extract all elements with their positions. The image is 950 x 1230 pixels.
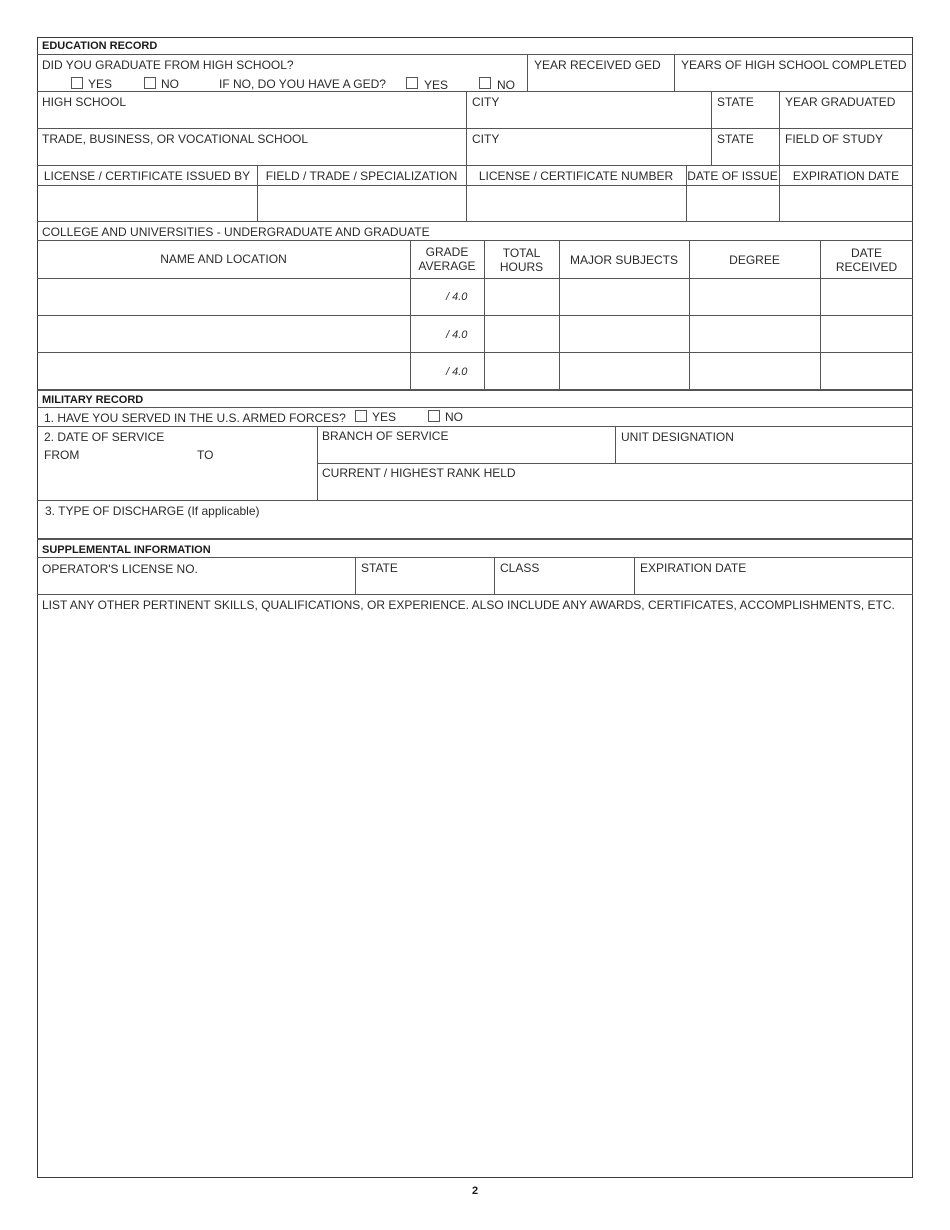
- col-date-received-2: RECEIVED: [835, 260, 898, 274]
- license-state-label: STATE: [361, 561, 398, 575]
- rank-held-label: CURRENT / HIGHEST RANK HELD: [322, 466, 516, 480]
- hs-yes-label: YES: [88, 77, 113, 91]
- rule: [37, 500, 913, 501]
- ged-yes-label: YES: [424, 78, 449, 92]
- field-trade-label: FIELD / TRADE / SPECIALIZATION: [265, 169, 458, 183]
- ged-question: IF NO, DO YOU HAVE A GED?: [219, 77, 386, 91]
- hs-no-checkbox[interactable]: [144, 77, 156, 89]
- col-total-hours-1: TOTAL: [502, 246, 541, 260]
- col-date-received-1: DATE: [850, 246, 883, 260]
- military-record-header: MILITARY RECORD: [42, 394, 144, 406]
- grade-scale-row-2: / 4.0: [446, 329, 468, 341]
- license-class-label: CLASS: [500, 561, 540, 575]
- service-to-label: TO: [197, 448, 214, 462]
- rule: [37, 557, 913, 558]
- col-grade-average-1: GRADE: [425, 245, 469, 259]
- hs-city-label: CITY: [472, 95, 500, 109]
- service-from-label: FROM: [44, 448, 80, 462]
- col-name-location: NAME AND LOCATION: [160, 252, 287, 266]
- license-expiration-label: EXPIRATION DATE: [792, 169, 900, 183]
- education-record-header: EDUCATION RECORD: [42, 40, 158, 52]
- field-of-study-label: FIELD OF STUDY: [785, 132, 884, 146]
- year-received-ged-label: YEAR RECEIVED GED: [534, 58, 661, 72]
- trade-city-label: CITY: [472, 132, 500, 146]
- grade-scale-row-1: / 4.0: [446, 291, 468, 303]
- rule: [355, 557, 356, 594]
- hs-yes-checkbox[interactable]: [71, 77, 83, 89]
- rule: [37, 426, 913, 427]
- rule: [527, 54, 528, 91]
- college-header: COLLEGE AND UNIVERSITIES - UNDERGRADUATE AND GRADUATE: [42, 225, 430, 239]
- grade-scale-row-3: / 4.0: [446, 366, 468, 378]
- rule: [711, 91, 712, 165]
- rule: [37, 128, 913, 129]
- operator-license-label: OPERATOR'S LICENSE NO.: [42, 562, 198, 576]
- branch-of-service-label: BRANCH OF SERVICE: [322, 429, 449, 443]
- ged-no-checkbox[interactable]: [479, 77, 491, 89]
- rule: [779, 91, 780, 165]
- unit-designation-label: UNIT DESIGNATION: [621, 430, 734, 444]
- date-of-issue-label: DATE OF ISSUE: [687, 169, 778, 183]
- rule: [466, 91, 467, 165]
- col-grade-average-2: AVERAGE: [418, 259, 476, 273]
- rule: [37, 352, 913, 353]
- served-no-label: NO: [445, 410, 463, 424]
- rule: [37, 185, 913, 186]
- rule: [317, 426, 318, 500]
- rule: [37, 594, 913, 595]
- hs-graduate-question: DID YOU GRADUATE FROM HIGH SCHOOL?: [42, 58, 294, 72]
- years-hs-completed-label: YEARS OF HIGH SCHOOL COMPLETED: [681, 58, 907, 72]
- hs-no-label: NO: [161, 77, 179, 91]
- rule: [37, 389, 913, 391]
- col-major-subjects: MAJOR SUBJECTS: [569, 253, 678, 267]
- served-yes-label: YES: [372, 410, 397, 424]
- rule: [674, 54, 675, 91]
- page-number: 2: [471, 1185, 479, 1197]
- served-yes-checkbox[interactable]: [355, 410, 367, 422]
- skills-instructions: LIST ANY OTHER PERTINENT SKILLS, QUALIFICATIONS, OR EXPERIENCE. ALSO INCLUDE ANY AWARDS, CERTIFICATES, ACCOMPLISHMENTS, ETC.: [42, 598, 895, 612]
- rule: [494, 557, 495, 594]
- supplemental-info-header: SUPPLEMENTAL INFORMATION: [42, 544, 211, 556]
- col-degree: DEGREE: [729, 253, 780, 267]
- rule: [317, 463, 913, 464]
- date-of-service-label: 2. DATE OF SERVICE: [44, 430, 165, 444]
- served-no-checkbox[interactable]: [428, 410, 440, 422]
- license-issued-by-label: LICENSE / CERTIFICATE ISSUED BY: [43, 169, 251, 183]
- rule: [37, 221, 913, 222]
- col-total-hours-2: HOURS: [499, 260, 544, 274]
- rule: [615, 426, 616, 463]
- rule: [37, 407, 913, 408]
- ged-no-label: NO: [497, 78, 515, 92]
- operator-license-expiration-label: EXPIRATION DATE: [640, 561, 747, 575]
- trade-state-label: STATE: [717, 132, 754, 146]
- rule: [37, 165, 913, 166]
- rule: [37, 278, 913, 279]
- year-graduated-label: YEAR GRADUATED: [785, 95, 896, 109]
- rule: [634, 557, 635, 594]
- served-question: 1. HAVE YOU SERVED IN THE U.S. ARMED FORCES?: [44, 411, 346, 425]
- high-school-label: HIGH SCHOOL: [42, 95, 127, 109]
- trade-school-label: TRADE, BUSINESS, OR VOCATIONAL SCHOOL: [42, 132, 309, 146]
- rule: [37, 538, 913, 540]
- discharge-type-label: 3. TYPE OF DISCHARGE (If applicable): [45, 504, 260, 518]
- rule: [37, 91, 913, 92]
- license-number-label: LICENSE / CERTIFICATE NUMBER: [478, 169, 674, 183]
- rule: [37, 54, 913, 55]
- ged-yes-checkbox[interactable]: [406, 77, 418, 89]
- rule: [37, 315, 913, 316]
- rule: [37, 240, 913, 241]
- hs-state-label: STATE: [717, 95, 754, 109]
